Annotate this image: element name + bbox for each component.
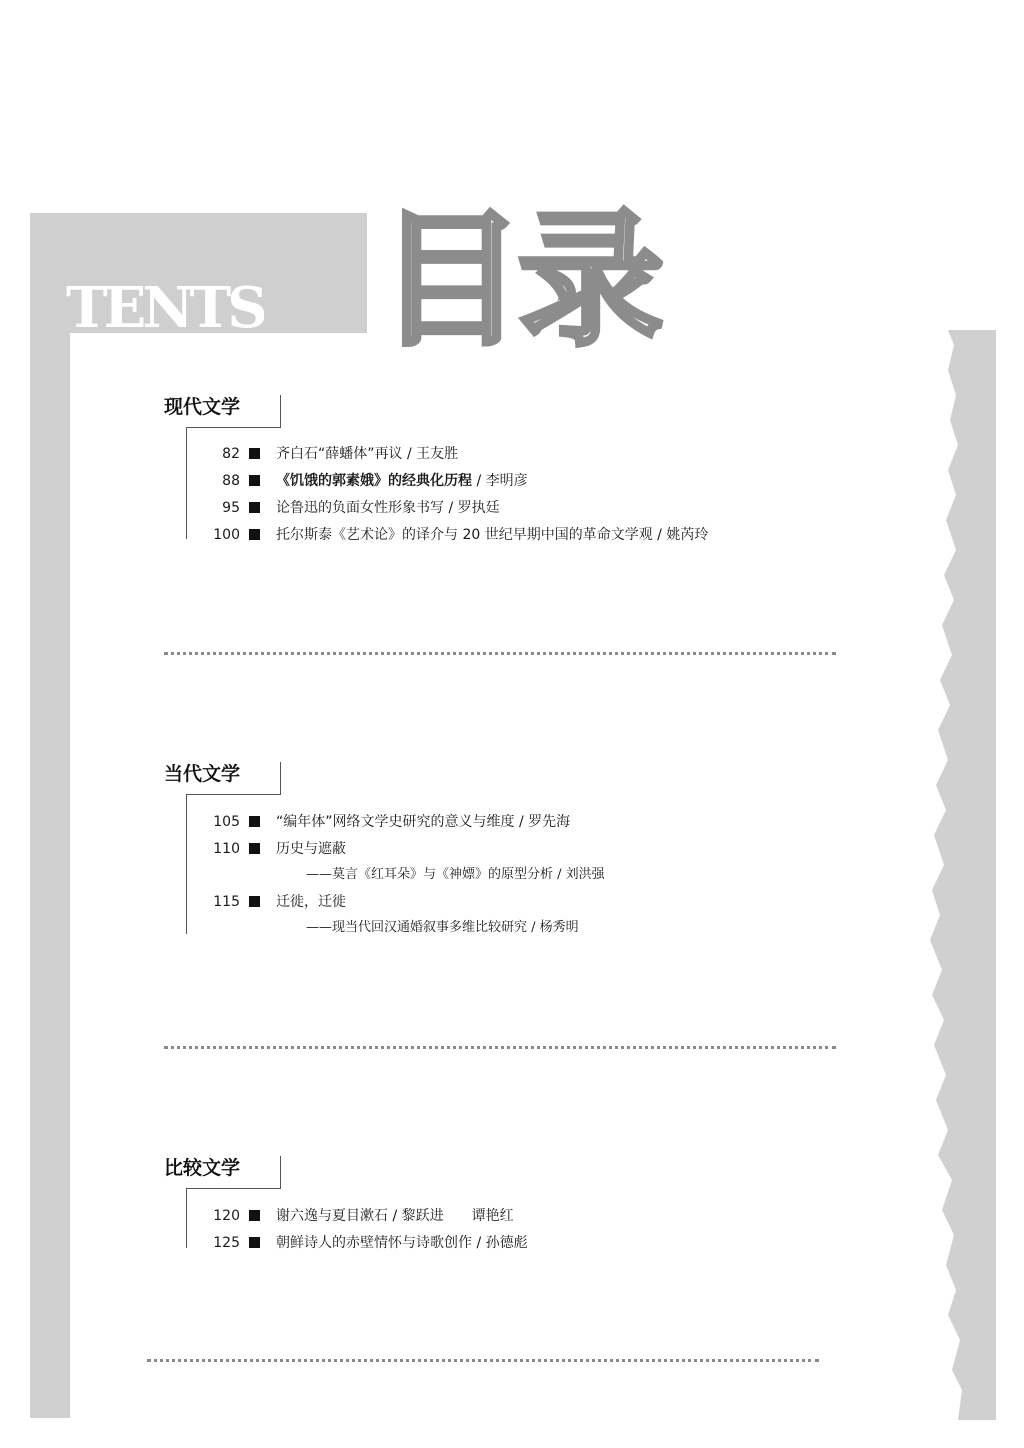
article-title: 《饥饿的郭素娥》的经典化历程 bbox=[276, 473, 472, 489]
article-title: “编年体”网络文学史研究的意义与维度 / 罗先海 bbox=[276, 814, 571, 830]
left-gray-band bbox=[30, 333, 70, 1418]
square-bullet-icon bbox=[249, 816, 260, 827]
section-bracket bbox=[186, 427, 281, 428]
section-bracket bbox=[280, 395, 281, 427]
square-bullet-icon bbox=[249, 1210, 260, 1221]
square-bullet-icon bbox=[249, 529, 260, 540]
article-subtitle: ——现当代回汉通婚叙事多维比较研究 / 杨秀明 bbox=[306, 920, 579, 935]
square-bullet-icon bbox=[249, 448, 260, 459]
square-bullet-icon bbox=[249, 843, 260, 854]
section-bracket bbox=[186, 794, 187, 934]
dotted-divider bbox=[147, 1359, 819, 1362]
article-title: 论鲁迅的负面女性形象书写 / 罗执廷 bbox=[276, 500, 500, 516]
page-title: 目录 bbox=[378, 196, 658, 366]
page-number: 120 bbox=[213, 1208, 240, 1224]
dotted-divider bbox=[164, 1046, 836, 1049]
toc-entry[interactable] bbox=[204, 891, 346, 913]
toc-entry[interactable] bbox=[204, 1205, 514, 1227]
page-number: 100 bbox=[213, 527, 240, 543]
section-title: 比较文学 bbox=[164, 1157, 241, 1179]
article-title: 朝鲜诗人的赤壁情怀与诗歌创作 / 孙德彪 bbox=[276, 1235, 528, 1251]
article-author: / 李明彦 bbox=[472, 473, 528, 489]
toc-entry[interactable] bbox=[204, 1232, 528, 1254]
toc-entry[interactable] bbox=[204, 443, 458, 465]
section-bracket bbox=[186, 1188, 187, 1248]
section-bracket bbox=[280, 1156, 281, 1188]
article-title: 历史与遮蔽 bbox=[276, 841, 346, 857]
article-title: 迁徙，迁徙 bbox=[276, 894, 346, 910]
section-bracket bbox=[280, 762, 281, 794]
article-title: 谢六逸与夏目漱石 / 黎跃进 谭艳红 bbox=[276, 1208, 514, 1224]
toc-entry[interactable] bbox=[204, 497, 500, 519]
page-number: 95 bbox=[222, 500, 240, 516]
section-title: 当代文学 bbox=[164, 763, 241, 785]
section-bracket bbox=[186, 427, 187, 539]
square-bullet-icon bbox=[249, 475, 260, 486]
section-bracket bbox=[186, 794, 281, 795]
toc-entry[interactable] bbox=[204, 524, 708, 546]
contents-watermark: TENTS bbox=[66, 278, 264, 333]
section-title: 现代文学 bbox=[164, 396, 241, 418]
page-number: 125 bbox=[213, 1235, 240, 1251]
square-bullet-icon bbox=[249, 1237, 260, 1248]
page-number: 88 bbox=[222, 473, 240, 489]
dotted-divider bbox=[164, 652, 836, 655]
page-number: 115 bbox=[213, 894, 240, 910]
toc-entry[interactable] bbox=[204, 838, 346, 860]
toc-entry[interactable] bbox=[204, 811, 570, 833]
toc-entry[interactable] bbox=[204, 470, 528, 492]
square-bullet-icon bbox=[249, 896, 260, 907]
section-bracket bbox=[186, 1188, 281, 1189]
page-number: 110 bbox=[213, 841, 240, 857]
article-title: 托尔斯泰《艺术论》的译介与 20 世纪早期中国的革命文学观 / 姚芮玲 bbox=[276, 527, 709, 543]
square-bullet-icon bbox=[249, 502, 260, 513]
article-subtitle: ——莫言《红耳朵》与《神嫖》的原型分析 / 刘洪强 bbox=[306, 867, 605, 882]
page-number: 82 bbox=[222, 446, 240, 462]
torn-paper-strip bbox=[926, 330, 996, 1420]
page-number: 105 bbox=[213, 814, 240, 830]
article-title: 齐白石“薛蟠体”再议 / 王友胜 bbox=[276, 446, 459, 462]
